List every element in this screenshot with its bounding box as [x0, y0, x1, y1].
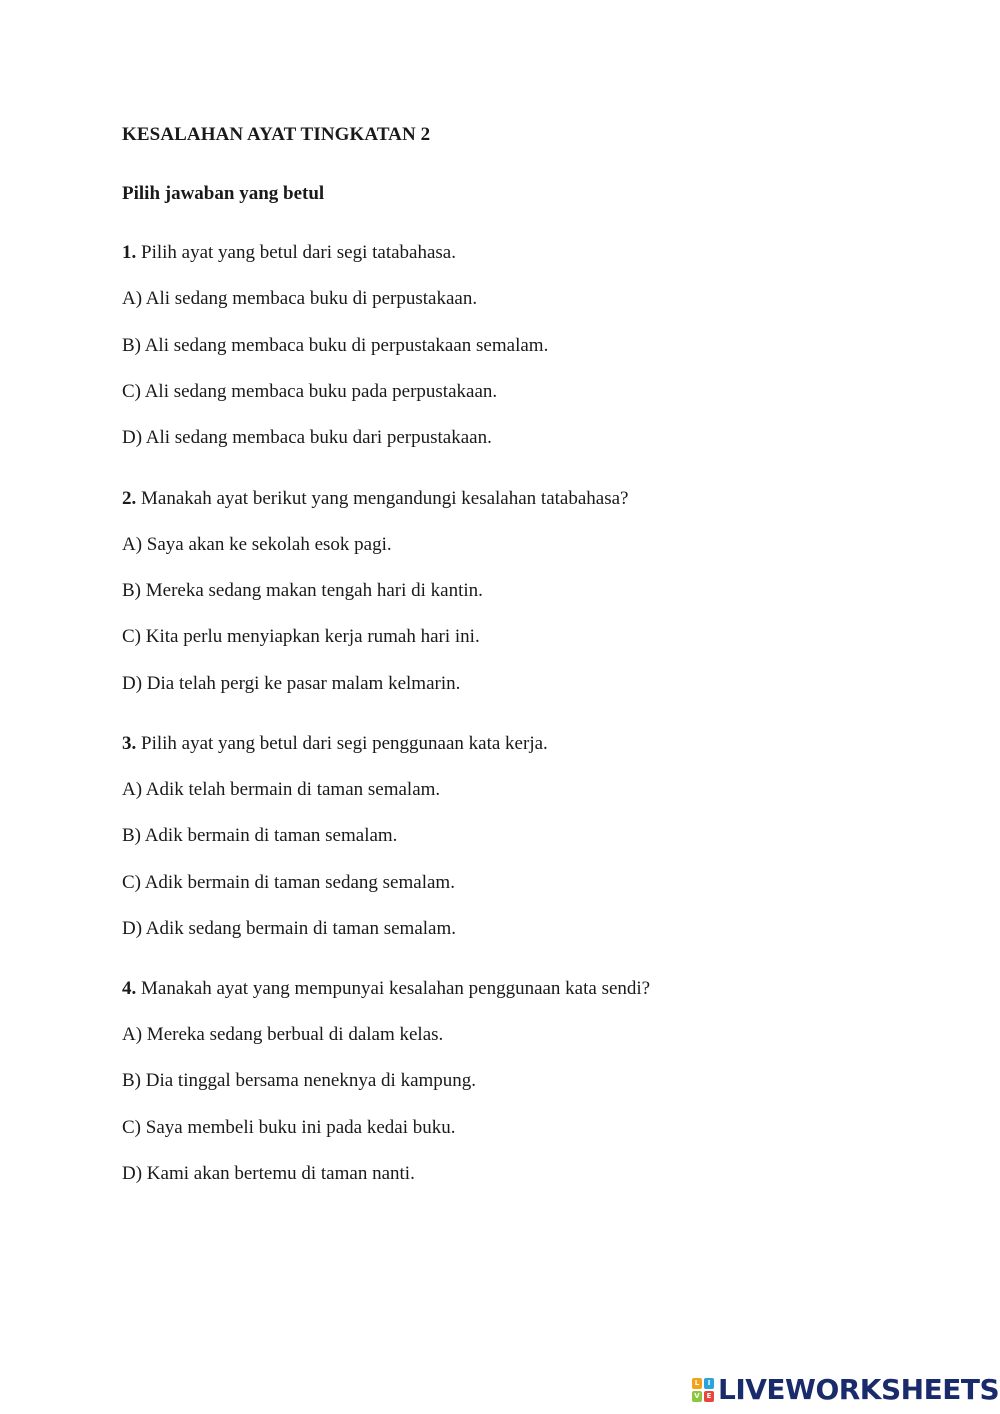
q2-option-b[interactable]: B) Mereka sedang makan tengah hari di kantin.	[122, 580, 483, 601]
q2-option-d[interactable]: D) Dia telah pergi ke pasar malam kelmarin.	[122, 673, 461, 694]
question-4	[122, 978, 650, 1000]
q3-option-b[interactable]: B) Adik bermain di taman semalam.	[122, 825, 398, 846]
question-text: Pilih ayat yang betul dari segi penggunaan kata kerja.	[136, 733, 548, 754]
liveworksheets-logo-icon	[692, 1378, 714, 1402]
question-number: 1.	[122, 242, 137, 263]
q1-option-b[interactable]: B) Ali sedang membaca buku di perpustakaan semalam.	[122, 335, 549, 356]
q4-option-c[interactable]: C) Saya membeli buku ini pada kedai buku.	[122, 1117, 456, 1138]
q2-option-c[interactable]: C) Kita perlu menyiapkan kerja rumah hari ini.	[122, 626, 480, 647]
question-1	[122, 242, 456, 264]
q1-option-c[interactable]: C) Ali sedang membaca buku pada perpustakaan.	[122, 381, 498, 402]
question-number: 4.	[122, 978, 137, 999]
q3-option-d[interactable]: D) Adik sedang bermain di taman semalam.	[122, 918, 456, 939]
liveworksheets-logo[interactable]	[692, 1374, 999, 1406]
logo-mark-l: L	[692, 1378, 702, 1389]
instruction-text: Pilih jawaban yang betul	[122, 183, 325, 204]
q1-option-a[interactable]: A) Ali sedang membaca buku di perpustakaan.	[122, 288, 478, 309]
q4-option-b[interactable]: B) Dia tinggal bersama neneknya di kampung.	[122, 1070, 477, 1091]
question-number: 2.	[122, 488, 137, 509]
q1-option-d[interactable]: D) Ali sedang membaca buku dari perpustakaan.	[122, 427, 492, 448]
logo-mark-v: V	[692, 1391, 702, 1402]
question-text: Pilih ayat yang betul dari segi tatabahasa.	[136, 242, 456, 263]
q4-option-a[interactable]: A) Mereka sedang berbual di dalam kelas.	[122, 1024, 444, 1045]
question-number: 3.	[122, 733, 137, 754]
worksheet-title: KESALAHAN AYAT TINGKATAN 2	[122, 124, 431, 145]
question-text: Manakah ayat berikut yang mengandungi kesalahan tatabahasa?	[136, 488, 629, 509]
logo-mark-e: E	[704, 1391, 714, 1402]
q4-option-d[interactable]: D) Kami akan bertemu di taman nanti.	[122, 1163, 415, 1184]
question-2	[122, 488, 628, 510]
q3-option-a[interactable]: A) Adik telah bermain di taman semalam.	[122, 779, 441, 800]
logo-mark-i: I	[704, 1378, 714, 1389]
q3-option-c[interactable]: C) Adik bermain di taman sedang semalam.	[122, 872, 455, 893]
q2-option-a[interactable]: A) Saya akan ke sekolah esok pagi.	[122, 534, 392, 555]
logo-text: LIVEWORKSHEETS	[718, 1373, 1000, 1406]
question-text: Manakah ayat yang mempunyai kesalahan penggunaan kata sendi?	[136, 978, 651, 999]
question-3	[122, 733, 548, 755]
